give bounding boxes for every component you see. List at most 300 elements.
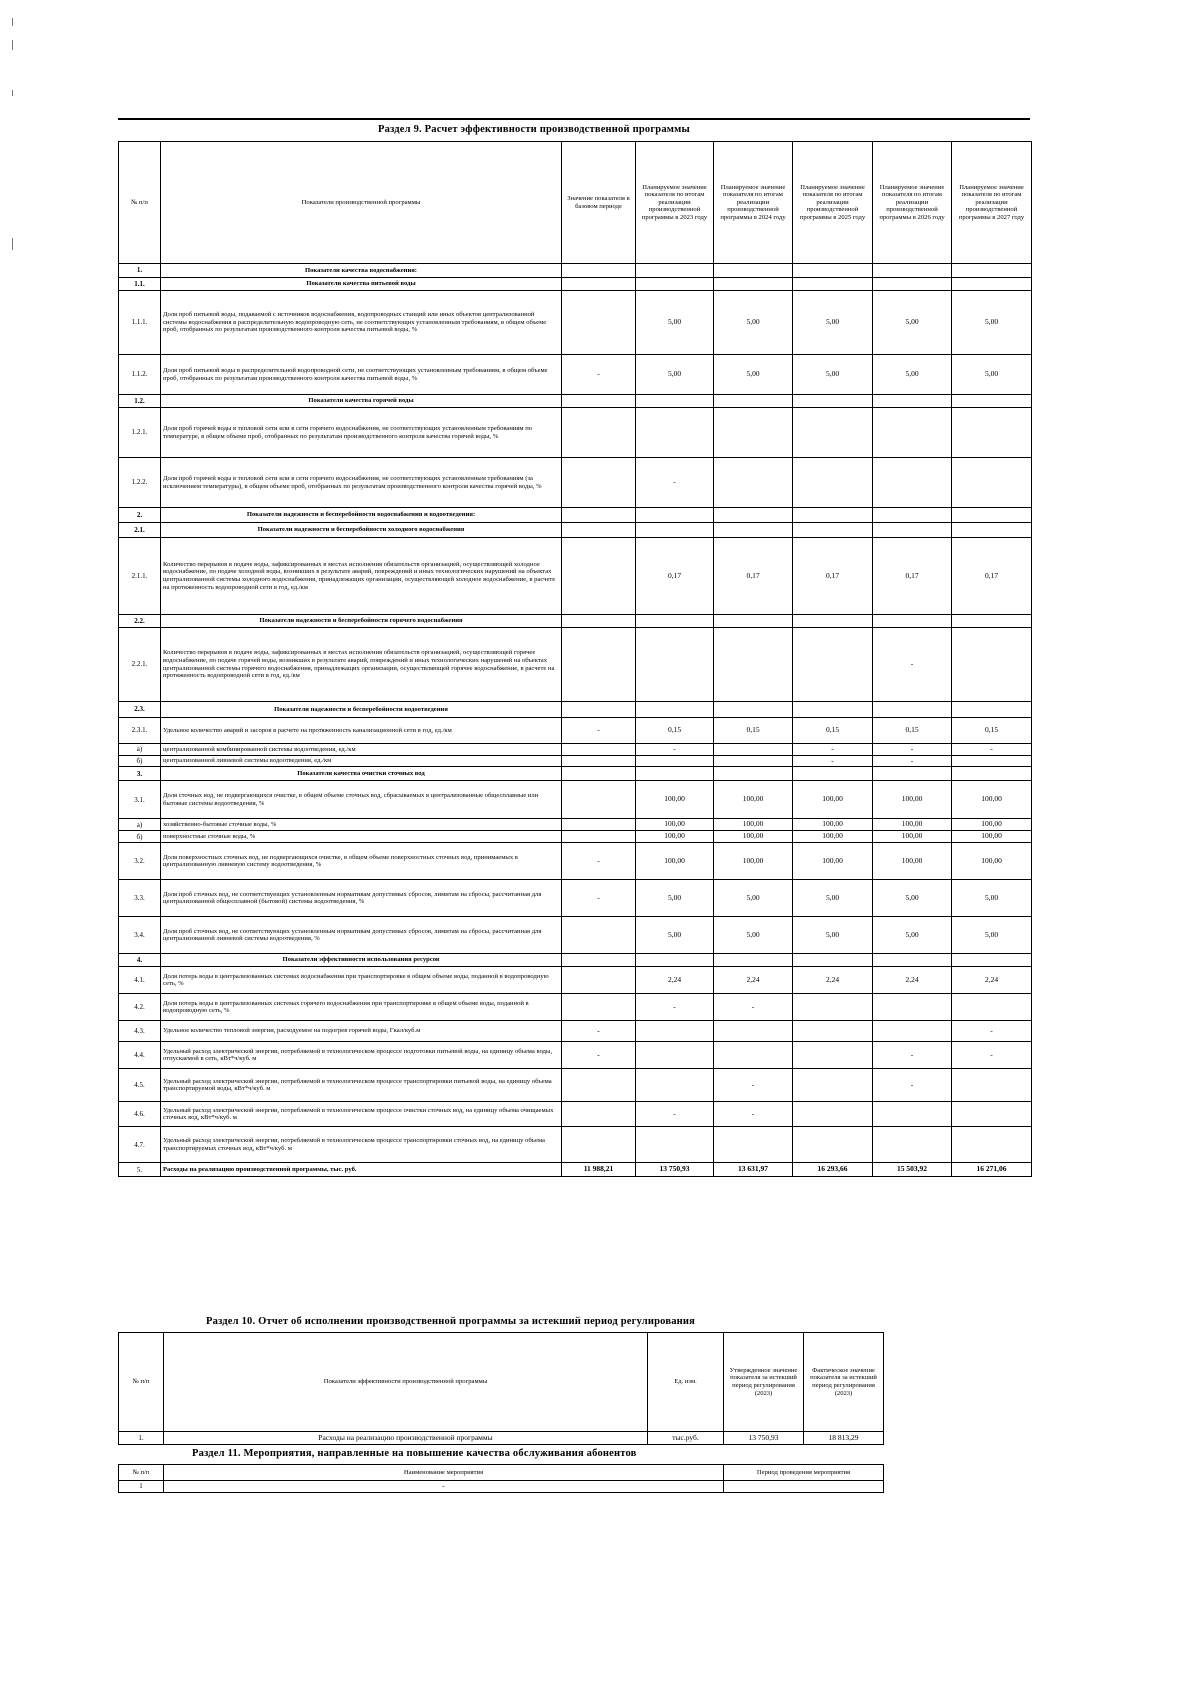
row-value [714, 615, 793, 628]
row-code: 2.2. [119, 615, 161, 628]
table-row [119, 264, 1032, 278]
table-row [119, 278, 1032, 291]
col-2024: Планируемое значение показателя по итогам реализации производственной программы в 2024 году [714, 142, 793, 264]
row-indicator: Показатели надежности и бесперебойности водоотведения [161, 702, 562, 718]
top-rule [118, 118, 1030, 120]
row-value [562, 408, 636, 458]
row-value: - [793, 755, 873, 767]
row-value: 0,15 [793, 718, 873, 744]
row-code: 4.1. [119, 967, 161, 994]
row-indicator: Удельный расход электрической энергии, потребляемой в технологическом процессе очистки сточных вод, на единицу объема очищаемых сточных вод, кВт*ч/куб. м [161, 1102, 562, 1127]
table-row [119, 755, 1032, 767]
table-header-row [119, 142, 1032, 264]
row-value: 2,24 [793, 967, 873, 994]
row-indicator: Показатели качества водоснабжения: [161, 264, 562, 278]
row-value: 0,17 [873, 538, 952, 615]
row-value [952, 523, 1032, 538]
row-value [952, 755, 1032, 767]
row-value: 5,00 [714, 880, 793, 917]
row-value [873, 523, 952, 538]
row-value [714, 767, 793, 781]
row-value [636, 615, 714, 628]
row-value: 5,00 [952, 917, 1032, 954]
row-value: - [873, 1042, 952, 1069]
row-value: - [562, 1021, 636, 1042]
row-value: 11 988,21 [562, 1163, 636, 1177]
row-code: 4.2. [119, 994, 161, 1021]
row-value [714, 278, 793, 291]
row-indicator: Удельный расход электрической энергии, потребляемой в технологическом процессе транспортировки сточных вод, на единицу объема транспортируемых сточных вод, кВт*ч/куб. м [161, 1127, 562, 1163]
row-value: 5,00 [873, 917, 952, 954]
row-value: 2,24 [873, 967, 952, 994]
row-code: 3.1. [119, 781, 161, 819]
row-indicator: Удельное количество аварий и засоров в расчете на протяженность канализационной сети в год, ед./км [161, 718, 562, 744]
row-value [714, 508, 793, 523]
row-value [793, 508, 873, 523]
row-value: 5,00 [714, 917, 793, 954]
row-value [873, 264, 952, 278]
row-indicator: хозяйственно-бытовые сточные воды, % [161, 819, 562, 831]
row-value [636, 954, 714, 967]
row-indicator: Количество перерывов в подаче воды, зафиксированных в местах исполнения обязательств организацией, осуществляющей горячее водоснабжение, по подаче горячей воды, возникших в результате аварий, повреждений и иных технологических нарушений на объектах централизованной системы горячего водоснабжения, принадлежащих организации, осуществляющей горячее водоснабжение, в расчете на протяженность водопроводной сети в год, ед./км [161, 628, 562, 702]
row-value: 16 271,06 [952, 1163, 1032, 1177]
row-value [562, 395, 636, 408]
row-value [714, 744, 793, 756]
row-value [636, 1127, 714, 1163]
row-code: 4.7. [119, 1127, 161, 1163]
row-value [562, 819, 636, 831]
row-value [873, 954, 952, 967]
row-code: 3.4. [119, 917, 161, 954]
row-code: 1 [119, 1481, 164, 1493]
row-value [714, 755, 793, 767]
table-row [119, 538, 1032, 615]
row-value [714, 264, 793, 278]
row-value: - [873, 755, 952, 767]
col-name: Наименование мероприятия [164, 1465, 724, 1481]
row-value [636, 523, 714, 538]
row-value [793, 278, 873, 291]
row-value: 16 293,66 [793, 1163, 873, 1177]
row-value [793, 702, 873, 718]
row-value [636, 264, 714, 278]
row-value: 100,00 [952, 819, 1032, 831]
section-11-title: Раздел 11. Мероприятия, направленные на повышение качества обслуживания абонентов [192, 1448, 637, 1459]
row-value: 5,00 [873, 880, 952, 917]
row-value [562, 1102, 636, 1127]
row-value [562, 508, 636, 523]
row-indicator: Удельный расход электрической энергии, потребляемой в технологическом процессе транспортировки питьевой воды, на единицу объема транспортируемой воды, кВт*ч/куб. м [161, 1069, 562, 1102]
table-row [119, 615, 1032, 628]
row-indicator: Показатели качества очистки сточных вод [161, 767, 562, 781]
row-code: 2.3.1. [119, 718, 161, 744]
table-row [119, 994, 1032, 1021]
row-value: - [952, 1042, 1032, 1069]
scan-artifact [12, 40, 13, 50]
row-value: 100,00 [873, 819, 952, 831]
row-value: 100,00 [793, 819, 873, 831]
row-value [793, 1102, 873, 1127]
row-value [873, 458, 952, 508]
row-value: 5,00 [714, 291, 793, 355]
row-value [714, 1042, 793, 1069]
row-indicator: централизованной ливневой системы водоотведения, ед./км [161, 755, 562, 767]
row-value [952, 278, 1032, 291]
table-row [119, 408, 1032, 458]
row-value [873, 508, 952, 523]
row-code: 2.1.1. [119, 538, 161, 615]
row-value: 5,00 [952, 291, 1032, 355]
row-value: 0,17 [714, 538, 793, 615]
row-indicator: централизованной комбинированной системы водоотведения, ед./км [161, 744, 562, 756]
row-value: 5,00 [636, 291, 714, 355]
row-indicator: Показатели надежности и бесперебойности холодного водоснабжения [161, 523, 562, 538]
row-value [952, 994, 1032, 1021]
row-value: 100,00 [714, 843, 793, 880]
row-value: 5,00 [873, 355, 952, 395]
row-value [562, 967, 636, 994]
row-code: 1.1.1. [119, 291, 161, 355]
row-value [562, 917, 636, 954]
table-header-row [119, 1465, 884, 1481]
row-value: - [952, 1021, 1032, 1042]
row-value [873, 395, 952, 408]
row-code: 1.2.2. [119, 458, 161, 508]
row-value: 100,00 [636, 831, 714, 843]
table-row [119, 831, 1032, 843]
row-code: 2. [119, 508, 161, 523]
row-code: 2.3. [119, 702, 161, 718]
row-value [636, 628, 714, 702]
table-row [119, 395, 1032, 408]
table-row [119, 523, 1032, 538]
row-value [873, 615, 952, 628]
row-value [952, 702, 1032, 718]
col-2025: Планируемое значение показателя по итогам реализации производственной программы в 2025 году [793, 142, 873, 264]
row-value [793, 458, 873, 508]
row-value [952, 264, 1032, 278]
row-code: 3.2. [119, 843, 161, 880]
row-value [793, 523, 873, 538]
table-row [119, 917, 1032, 954]
col-indicator: Показатели производственной программы [161, 142, 562, 264]
row-value [714, 395, 793, 408]
col-num: № п/п [119, 142, 161, 264]
row-value: - [873, 744, 952, 756]
row-value [636, 278, 714, 291]
row-value [952, 1127, 1032, 1163]
col-period: Период проведения мероприятия [724, 1465, 884, 1481]
row-value [952, 954, 1032, 967]
row-value: - [714, 994, 793, 1021]
col-num: № п/п [119, 1333, 164, 1432]
row-value: 0,15 [636, 718, 714, 744]
row-value: 5,00 [714, 355, 793, 395]
row-value: - [952, 744, 1032, 756]
row-code: 2.1. [119, 523, 161, 538]
row-value: 100,00 [952, 781, 1032, 819]
row-indicator: Показатели эффективности использования ресурсов [161, 954, 562, 967]
row-value: - [562, 1042, 636, 1069]
scan-artifact [12, 238, 13, 250]
row-value [873, 767, 952, 781]
row-indicator: Доля поверхностных сточных вод, не подвергающихся очистке, в общем объеме поверхностных сточных вод, принимаемых в централизованную ливневую систему водоотведения, % [161, 843, 562, 880]
row-value: 5,00 [793, 880, 873, 917]
row-indicator: поверхностные сточные воды, % [161, 831, 562, 843]
row-value [636, 755, 714, 767]
row-value: - [562, 843, 636, 880]
row-indicator: Доля проб горячей воды в тепловой сети или в сети горячего водоснабжения, не соответствующих установленным требованиям по температуре, в общем объеме проб, отобранных по результатам производственного контроля качества горячей воды, % [161, 408, 562, 458]
table-row [119, 291, 1032, 355]
row-value [873, 1127, 952, 1163]
row-value: 2,24 [714, 967, 793, 994]
row-value: 100,00 [952, 843, 1032, 880]
row-approved: 13 750,93 [724, 1432, 804, 1445]
row-value [562, 781, 636, 819]
col-2027: Планируемое значение показателя по итогам реализации производственной программы в 2027 году [952, 142, 1032, 264]
row-value: 100,00 [793, 781, 873, 819]
row-value: 5,00 [873, 291, 952, 355]
row-value [562, 278, 636, 291]
row-indicator: Доля проб горячей воды в тепловой сети или в сети горячего водоснабжения, не соответствующих установленным требованиям (за исключением температуры), в общем объеме проб, отобранных по результатам производственного контроля качества горячей воды, % [161, 458, 562, 508]
row-indicator: Показатели качества питьевой воды [161, 278, 562, 291]
row-value [636, 508, 714, 523]
col-actual: Фактическое значение показателя за истекший период регулирования (2023) [804, 1333, 884, 1432]
row-value: - [562, 355, 636, 395]
row-unit: тыс.руб. [648, 1432, 724, 1445]
row-value: 100,00 [952, 831, 1032, 843]
row-indicator: Доля сточных вод, не подвергающихся очистке, в общем объеме сточных вод, сбрасываемых в централизованные общесплавные или бытовые системы водоотведения, % [161, 781, 562, 819]
row-indicator: Расходы на реализацию производственной программы, тыс. руб. [161, 1163, 562, 1177]
table-row [119, 718, 1032, 744]
report-table [118, 1332, 884, 1445]
row-value [714, 1127, 793, 1163]
row-value [873, 1102, 952, 1127]
row-value [562, 831, 636, 843]
table-row [119, 508, 1032, 523]
col-approved: Утвержденное значение показателя за истекший период регулирования (2023) [724, 1333, 804, 1432]
row-value: 15 503,92 [873, 1163, 952, 1177]
row-value [714, 523, 793, 538]
row-value: 100,00 [873, 781, 952, 819]
row-value [714, 1021, 793, 1042]
row-value [636, 767, 714, 781]
row-value: 0,15 [952, 718, 1032, 744]
table-row [119, 1432, 884, 1445]
row-value [793, 1069, 873, 1102]
row-period [724, 1481, 884, 1493]
row-value: - [562, 718, 636, 744]
row-value: 100,00 [714, 831, 793, 843]
row-value [636, 408, 714, 458]
row-code: 1.2. [119, 395, 161, 408]
row-value [793, 994, 873, 1021]
row-value: 5,00 [636, 917, 714, 954]
table-row [119, 744, 1032, 756]
row-value [562, 1127, 636, 1163]
row-indicator: Доля потерь воды в централизованных системах водоснабжения при транспортировке в общем объеме воды, поданной в водопроводную сеть, % [161, 967, 562, 994]
row-value: 100,00 [873, 831, 952, 843]
row-code: 5. [119, 1163, 161, 1177]
table-row [119, 702, 1032, 718]
row-indicator: Доля проб сточных вод, не соответствующих установленным нормативам допустимых сбросов, лимитам на сбросы, рассчитанная для централизованной общесплавной (бытовой) системы водоотведения, % [161, 880, 562, 917]
row-value: 2,24 [636, 967, 714, 994]
row-value [636, 1021, 714, 1042]
row-value [562, 954, 636, 967]
row-code: а) [119, 819, 161, 831]
row-value [562, 538, 636, 615]
row-value [793, 628, 873, 702]
row-value [952, 395, 1032, 408]
col-num: № п/п [119, 1465, 164, 1481]
row-code: 4.3. [119, 1021, 161, 1042]
table-row [119, 1042, 1032, 1069]
row-actual: 18 813,29 [804, 1432, 884, 1445]
row-indicator: Удельное количество тепловой энергии, расходуемое на подогрев горячей воды, Гкал/куб.м [161, 1021, 562, 1042]
row-value: 5,00 [793, 917, 873, 954]
row-value [793, 767, 873, 781]
row-code: а) [119, 744, 161, 756]
row-code: 4.6. [119, 1102, 161, 1127]
row-value [793, 1021, 873, 1042]
row-value [562, 994, 636, 1021]
row-value: 13 631,97 [714, 1163, 793, 1177]
row-code: б) [119, 755, 161, 767]
row-code: 3. [119, 767, 161, 781]
table-row [119, 355, 1032, 395]
row-value: 0,17 [952, 538, 1032, 615]
row-value: - [636, 994, 714, 1021]
row-indicator: Количество перерывов в подаче воды, зафиксированных в местах исполнения обязательств организацией, осуществляющей холодное водоснабжение, по подаче холодной воды, возникших в результате аварий, повреждений и иных технологических нарушений на объектах централизованной системы холодного водоснабжения, принадлежащих организации, осуществляющей холодное водоснабжение, в расчете на протяженность водопроводной сети в год, ед./км [161, 538, 562, 615]
table-row [119, 767, 1032, 781]
row-value [714, 628, 793, 702]
row-indicator: Показатели качества горячей воды [161, 395, 562, 408]
table-row [119, 1069, 1032, 1102]
row-value: 100,00 [636, 843, 714, 880]
row-value [873, 702, 952, 718]
row-value [562, 702, 636, 718]
row-value [952, 628, 1032, 702]
row-value [873, 1021, 952, 1042]
row-value: 100,00 [636, 781, 714, 819]
row-value [636, 702, 714, 718]
row-value: - [793, 744, 873, 756]
row-value: 100,00 [714, 781, 793, 819]
row-code: б) [119, 831, 161, 843]
table-row [119, 458, 1032, 508]
row-value [873, 994, 952, 1021]
section-10-title: Раздел 10. Отчет об исполнении производственной программы за истекший период регулирования [206, 1316, 696, 1327]
row-code: 1.2.1. [119, 408, 161, 458]
row-indicator: Доля проб питьевой воды в распределительной водопроводной сети, не соответствующих установленным требованиям, в общем объеме проб, отобранных по результатам производственного контроля качества питьевой воды, % [161, 355, 562, 395]
row-value [562, 755, 636, 767]
table-row [119, 781, 1032, 819]
row-value [873, 408, 952, 458]
scan-artifact [12, 18, 13, 26]
row-value: 5,00 [636, 355, 714, 395]
row-value: 5,00 [793, 355, 873, 395]
row-value [793, 954, 873, 967]
row-value [952, 508, 1032, 523]
row-value [714, 458, 793, 508]
row-value: 100,00 [714, 819, 793, 831]
table-header-row [119, 1333, 884, 1432]
table-row [119, 819, 1032, 831]
row-code: 4. [119, 954, 161, 967]
row-code: 2.2.1. [119, 628, 161, 702]
row-code: 3.3. [119, 880, 161, 917]
row-value: 5,00 [952, 355, 1032, 395]
table-row [119, 1102, 1032, 1127]
measures-table [118, 1464, 884, 1493]
row-value: 100,00 [793, 831, 873, 843]
row-value: 0,15 [714, 718, 793, 744]
row-value [793, 615, 873, 628]
table-row [119, 1481, 884, 1493]
col-2023: Планируемое значение показателя по итогам реализации производственной программы в 2023 году [636, 142, 714, 264]
row-value [793, 1042, 873, 1069]
row-value [714, 702, 793, 718]
row-value [952, 458, 1032, 508]
table-row [119, 1021, 1032, 1042]
table-row [119, 628, 1032, 702]
row-value: 5,00 [636, 880, 714, 917]
row-value: - [714, 1069, 793, 1102]
row-value [793, 408, 873, 458]
row-value [714, 954, 793, 967]
row-value [636, 1069, 714, 1102]
row-value [562, 615, 636, 628]
row-value: 100,00 [636, 819, 714, 831]
col-unit: Ед. изм. [648, 1333, 724, 1432]
table-row [119, 954, 1032, 967]
row-value [562, 523, 636, 538]
row-value [636, 1042, 714, 1069]
row-value: - [562, 880, 636, 917]
row-value: - [873, 1069, 952, 1102]
table-row [119, 843, 1032, 880]
row-value [952, 767, 1032, 781]
row-name: - [164, 1481, 724, 1493]
row-value: - [636, 1102, 714, 1127]
row-value [562, 767, 636, 781]
section-9-title: Раздел 9. Расчет эффективности производственной программы [378, 124, 690, 135]
row-value: 100,00 [873, 843, 952, 880]
row-value [562, 1069, 636, 1102]
row-value [562, 458, 636, 508]
row-value: 2,24 [952, 967, 1032, 994]
row-code: 1.1. [119, 278, 161, 291]
row-value [873, 278, 952, 291]
col-indicator: Показатели эффективности производственной программы [164, 1333, 648, 1432]
row-value [952, 1069, 1032, 1102]
row-value: - [636, 458, 714, 508]
row-value [562, 628, 636, 702]
row-text: Расходы на реализацию производственной программы [164, 1432, 648, 1445]
table-row [119, 967, 1032, 994]
row-value [952, 408, 1032, 458]
table-row [119, 1163, 1032, 1177]
row-value: - [873, 628, 952, 702]
row-indicator: Доля проб питьевой воды, подаваемой с источников водоснабжения, водопроводных станций или иных объектов централизованной системы водоснабжения в распределительную водопроводную сеть, не соответствующих установленным требованиям, в общем объеме проб, отобранных по результатам производственного контроля качества питьевой воды, % [161, 291, 562, 355]
row-value [793, 395, 873, 408]
row-value: 13 750,93 [636, 1163, 714, 1177]
row-value: 0,15 [873, 718, 952, 744]
row-code: 1.1.2. [119, 355, 161, 395]
row-value: 5,00 [793, 291, 873, 355]
row-value [952, 1102, 1032, 1127]
col-base: Значение показателя в базовом периоде [562, 142, 636, 264]
